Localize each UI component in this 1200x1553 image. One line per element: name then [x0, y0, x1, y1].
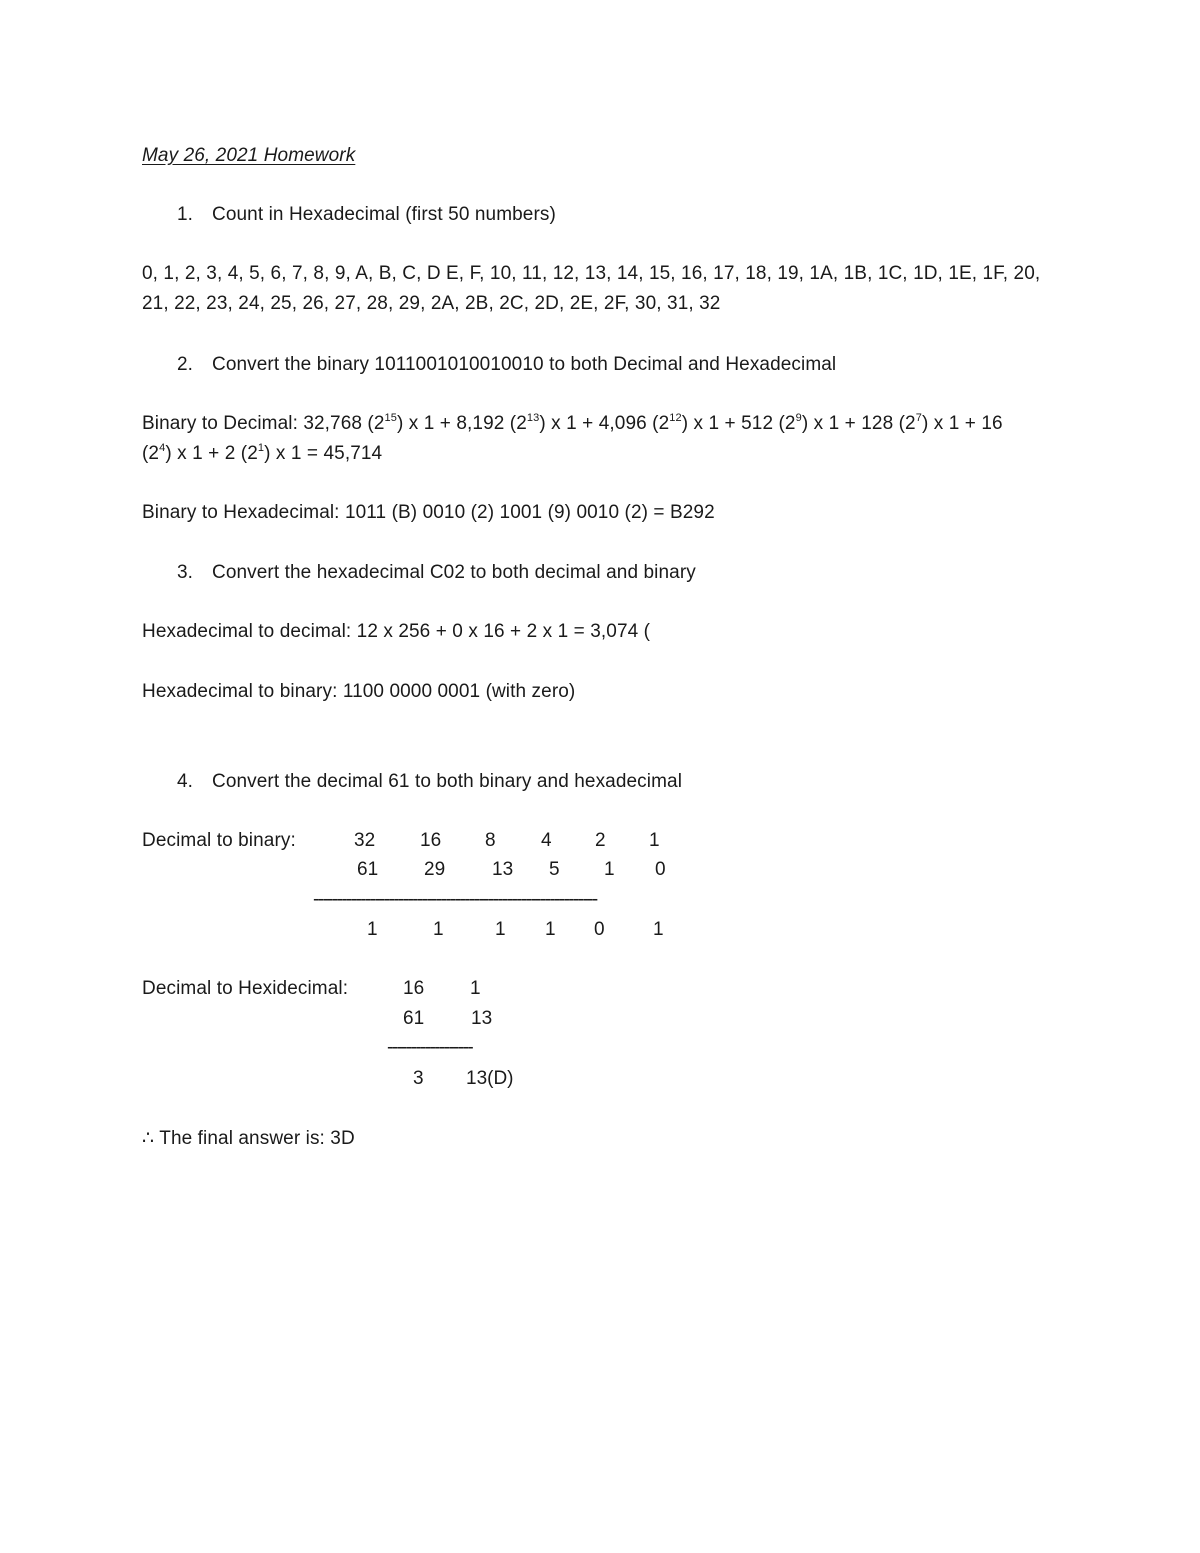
question-3-text: Convert the hexadecimal C02 to both decimal and binary: [212, 562, 696, 583]
final-answer: [142, 1127, 355, 1151]
binary-remainder: 29: [424, 859, 446, 880]
binary-remainder: 0: [655, 859, 666, 880]
binary-to-decimal-line-1: Binary to Decimal: 32,768 $(2^{15})$ x 1 + 8,192 $(2^{13})$ x 1 + 4,096 $(2^{12})$ x 1 + 512 $(2^9)$ x 1 + 128 $(2^7)$ x 1 + 16: [142, 411, 1003, 434]
therefore-symbol: ∴: [142, 1128, 155, 1149]
binary-place-value: 1: [649, 830, 660, 851]
question-3-number: 3.: [177, 562, 194, 583]
page-title: May 26, 2021 Homework: [142, 145, 356, 166]
question-2-number: 2.: [177, 354, 194, 375]
binary-table-divider: ------------------------------------------------------------: [313, 889, 597, 910]
decimal-to-hexadecimal-label: Decimal to Hexidecimal:: [142, 978, 349, 999]
hex-remainder: 13: [471, 1008, 493, 1029]
binary-digit: 1: [545, 919, 556, 940]
binary-remainder: 1: [604, 859, 615, 880]
hex-digit: 13(D): [466, 1068, 514, 1089]
question-4-number: 4.: [177, 771, 194, 792]
hex-place-value: 16: [403, 978, 425, 999]
binary-place-value: 32: [354, 830, 376, 851]
binary-to-hexadecimal: Binary to Hexadecimal: 1011 (B) 0010 (2) 1001 (9) 0010 (2) = B292: [142, 502, 715, 523]
hexadecimal-to-decimal: Hexadecimal to decimal: 12 x 256 + 0 x 16 + 2 x 1 = 3,074 (: [142, 621, 651, 642]
final-answer-text: The final answer is: 3D: [154, 1128, 355, 1149]
answer-1-line-1: 0, 1, 2, 3, 4, 5, 6, 7, 8, 9, A, B, C, D E, F, 10, 11, 12, 13, 14, 15, 16, 17, 18, 19, 1A, 1B, 1C, 1D, 1E, 1F, 20,: [142, 263, 1041, 284]
binary-digit: 1: [433, 919, 444, 940]
binary-remainder: 13: [492, 859, 514, 880]
binary-remainder: 5: [549, 859, 560, 880]
binary-place-value: 2: [595, 830, 606, 851]
binary-place-value: 8: [485, 830, 496, 851]
decimal-to-binary-label: Decimal to binary:: [142, 830, 296, 851]
binary-place-value: 16: [420, 830, 442, 851]
question-4-text: Convert the decimal 61 to both binary and hexadecimal: [212, 771, 683, 792]
binary-digit: 0: [594, 919, 605, 940]
answer-1-line-2: 21, 22, 23, 24, 25, 26, 27, 28, 29, 2A, 2B, 2C, 2D, 2E, 2F, 30, 31, 32: [142, 293, 721, 314]
binary-to-decimal-label: Binary to Decimal:: [142, 413, 304, 434]
binary-to-decimal-line-2: $(2^4)$ x 1 + 2 $(2^1)$ x 1 = 45,714: [142, 441, 383, 464]
binary-digit: 1: [367, 919, 378, 940]
hex-table-divider: ------------------: [387, 1037, 473, 1058]
hex-digit: 3: [413, 1068, 424, 1089]
question-1-text: Count in Hexadecimal (first 50 numbers): [212, 204, 556, 225]
binary-remainder: 61: [357, 859, 379, 880]
hex-remainder: 61: [403, 1008, 425, 1029]
hex-place-value: 1: [470, 978, 481, 999]
binary-digit: 1: [495, 919, 506, 940]
question-2-text: Convert the binary 1011001010010010 to both Decimal and Hexadecimal: [212, 354, 837, 375]
binary-place-value: 4: [541, 830, 552, 851]
binary-digit: 1: [653, 919, 664, 940]
question-1-number: 1.: [177, 204, 194, 225]
hexadecimal-to-binary: Hexadecimal to binary: 1100 0000 0001 (with zero): [142, 681, 576, 702]
